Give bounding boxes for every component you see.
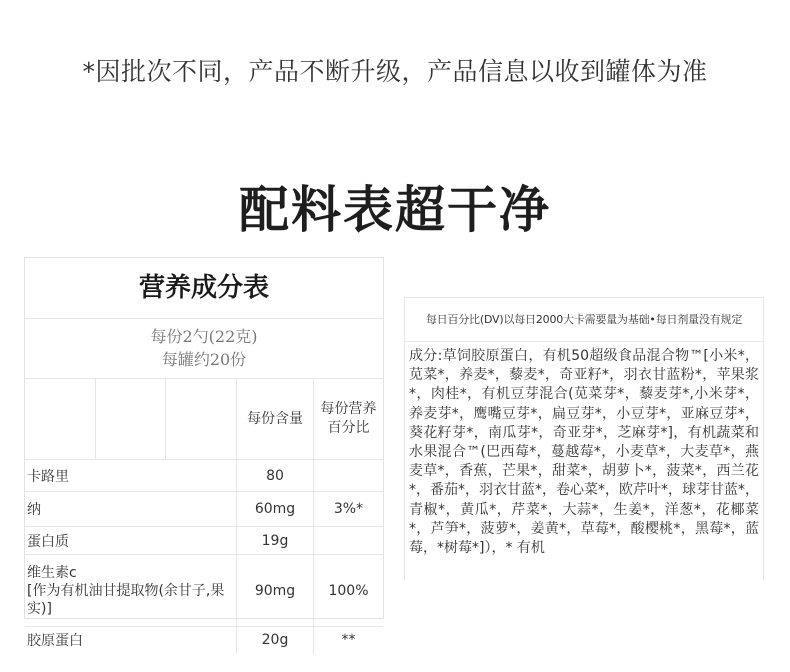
row-dv (314, 460, 384, 492)
row-amount: 90mg (237, 555, 314, 627)
nutrition-title: 营养成分表 (25, 258, 383, 319)
row-name: 卡路里 (25, 460, 237, 492)
row-amount: 20g (237, 627, 314, 654)
table-row (25, 492, 383, 527)
row-amount: 60mg (237, 492, 314, 527)
row-name: 纳 (25, 492, 237, 527)
table-row (25, 555, 383, 627)
dv-column-header (314, 379, 384, 460)
dv-header-text: 每份营养百分比 (320, 401, 377, 436)
row-dv (314, 527, 384, 555)
row-dv: ** (314, 627, 384, 654)
table-row (25, 527, 383, 555)
row-amount: 19g (237, 527, 314, 555)
ingredients-panel (404, 297, 764, 580)
row-dv: 100% (314, 555, 384, 627)
daily-value-note: 每日百分比(DV)以每日2000大卡需要量为基础•每日剂量没有规定 (405, 298, 763, 342)
row-amount: 80 (237, 460, 314, 492)
blank-header-cell (25, 379, 237, 460)
table-row (25, 627, 383, 654)
row-name: 维生素c [作为有机油甘提取物(余甘子,果实)] (25, 555, 237, 627)
serving-info (25, 319, 383, 379)
table-header-row (25, 379, 383, 460)
table-row (25, 460, 383, 492)
serving-size: 每份2勺(22克) (150, 327, 258, 346)
ingredients-list: 成分:草饲胶原蛋白，有机50超级食品混合物™[小米*，苋菜*，养麦*，藜麦*，奇亚籽*，羽衣甘蓝粉*，苹果浆*，肉桂*，有机豆芽混合(苋菜芽*，藜麦芽*,小米芽*，养麦芽*，鹰嘴豆芽*，扁豆芽*，小豆芽*，亚麻豆芽*，葵花籽芽*，南瓜芽*，奇亚芽*，芝麻芽*]，有机蔬菜和水果混合™(巴西莓*，蔓越莓*，小麦草*，大麦草*，燕麦草*，香蕉，芒果*，甜菜*，胡萝卜*，菠菜*，西兰花*，番茄*，羽衣甘蓝*，卷心菜*，欧芹叶*，球芽甘蓝*，青椒*，黄瓜*，芹菜*，大蒜*，生姜*，洋葱*，花椰菜*，芦笋*，菠萝*，姜黄*，草莓*，酸樱桃*，黑莓*，蓝莓，*树莓*]），* 有机 (409, 348, 759, 557)
nutrition-facts-table (24, 257, 384, 650)
row-name: 蛋白质 (25, 527, 237, 555)
amount-column-header: 每份含量 (237, 379, 314, 460)
batch-notice: *因批次不同，产品不断升级，产品信息以收到罐体为准 (82, 57, 708, 86)
nutrition-grid (25, 379, 383, 654)
row-dv: 3%* (314, 492, 384, 527)
row-name: 胶原蛋白 (25, 627, 237, 654)
servings-per-container: 每罐约20份 (161, 350, 247, 369)
page-headline: 配料表超干净 (239, 181, 551, 239)
